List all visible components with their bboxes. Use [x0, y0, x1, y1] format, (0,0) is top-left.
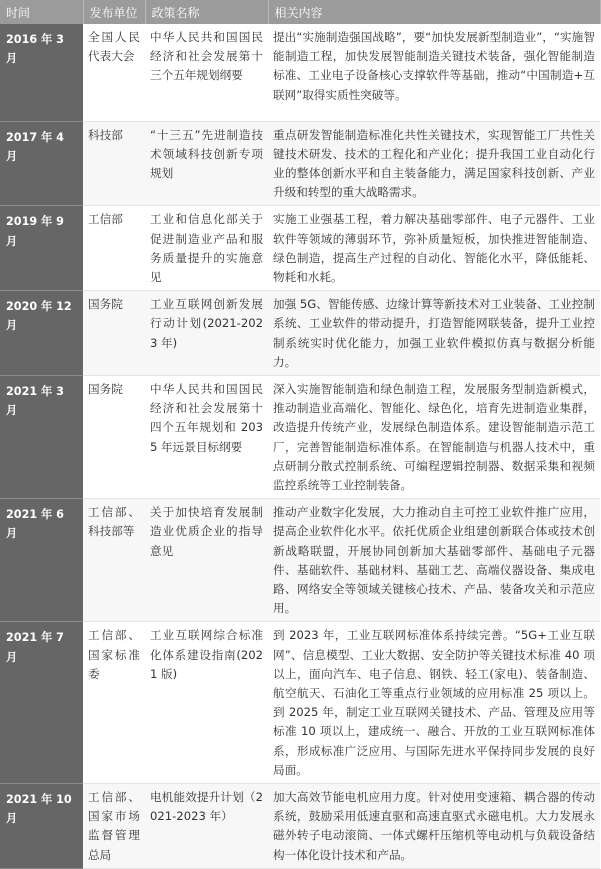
header-row [0, 0, 600, 24]
table-row [0, 499, 600, 622]
row-desc: 深入实施智能制造和绿色制造工程，发展服务型制造新模式，推动制造业高端化、智能化、绿色化，培育先进制造业集群，改造提升传统产业，发展绿色制造体系。建设智能制造示范工厂，完善智能制造标准体系。在智能制造与机器人技术中，重点研制分散式控制系统、可编程逻辑控制器、数据采集和视频监控系统等工业控制装备。 [268, 375, 600, 498]
row-name: 工业互联网创新发展行动计划(2021-2023 年) [145, 291, 268, 376]
row-unit: 工信部、国家市场监督管理总局 [83, 784, 145, 869]
row-unit: 工信部、科技部等 [83, 499, 145, 622]
row-desc: 提出“实施制造强国战略”，要“加快发展新型制造业”，“实施智能制造工程，加快发展智能制造关键技术装备，强化智能制造标准、工业电子设备核心支撑软件等基础，推动“中国制造+互联网”取得实质性突破等。 [268, 24, 600, 121]
row-desc: 加强 5G、智能传感、边缘计算等新技术对工业装备、工业控制系统、工业软件的带动提升，打造智能网联装备，提升工业控制系统实时优化能力，加强工业软件模拟仿真与数据分析能力。 [268, 291, 600, 376]
header-name: 政策名称 [145, 0, 268, 24]
row-date: 2017 年 4 月 [0, 121, 83, 206]
row-unit: 科技部 [83, 121, 145, 206]
header-date: 时间 [0, 0, 83, 24]
row-unit: 工信部、国家标准委 [83, 622, 145, 784]
row-name: 关于加快培育发展制造业优质企业的指导意见 [145, 499, 268, 622]
row-unit: 国务院 [83, 291, 145, 376]
table-row [0, 291, 600, 376]
row-name: 工业和信息化部关于促进制造业产品和服务质量提升的实施意见 [145, 206, 268, 291]
row-date: 2021 年 10 月 [0, 784, 83, 869]
row-desc: 重点研发智能制造标准化共性关键技术，实现智能工厂共性关键技术研发、技术的工程化和产业化；提升我国工业自动化行业的整体创新水平和自主装备能力，满足国家科技创新、产业升级和转型的重大战略需求。 [268, 121, 600, 206]
row-name: “十三五”先进制造技术领域科技创新专项规划 [145, 121, 268, 206]
table-row [0, 24, 600, 121]
row-name: 中华人民共和国国民经济和社会发展第十三个五年规划纲要 [145, 24, 268, 121]
table-body [0, 24, 600, 868]
table-row [0, 206, 600, 291]
row-date: 2021 年 3 月 [0, 375, 83, 498]
row-desc: 推动产业数字化发展，大力推动自主可控工业软件推广应用，提高企业软件化水平。依托优质企业组建创新联合体或技术创新战略联盟，开展协同创新加大基础零部件、基础电子元器件、基础软件、基础材料、基础工艺、高端仪器设备、集成电路、网络安全等领域关键核心技术、产品、装备攻关和示范应用。 [268, 499, 600, 622]
table-row [0, 375, 600, 498]
header-unit: 发布单位 [83, 0, 145, 24]
table-header [0, 0, 600, 24]
row-name: 电机能效提升计划（2021-2023 年） [145, 784, 268, 869]
row-date: 2020 年 12 月 [0, 291, 83, 376]
table-row [0, 784, 600, 869]
header-desc: 相关内容 [268, 0, 600, 24]
row-desc: 实施工业强基工程，着力解决基础零部件、电子元器件、工业软件等领域的薄弱环节，弥补质量短板，加快推进智能制造、绿色制造，提高生产过程的自动化、智能化水平，降低能耗、物耗和水耗。 [268, 206, 600, 291]
row-date: 2019 年 9 月 [0, 206, 83, 291]
row-date: 2016 年 3 月 [0, 24, 83, 121]
row-name: 工业互联网综合标准化体系建设指南(2021 版) [145, 622, 268, 784]
row-date: 2021 年 7 月 [0, 622, 83, 784]
row-date: 2021 年 6 月 [0, 499, 83, 622]
table-row [0, 121, 600, 206]
row-desc: 到 2023 年，工业互联网标准体系持续完善。“5G+工业互联网”、信息模型、工业大数据、安全防护等关键技术标准 40 项以上，面向汽车、电子信息、钢铁、轻工(家电)、装备制造、航空航天、石油化工等重点行业领域的应用标准 25 项以上。到 2025 年，制定工业互联网关键技术、产品、管理及应用等标准 10 项以上，建成统一、融合、开放的工业互联网标准体系，形成标准广泛应用、与国际先进水平保持同步发展的良好局面。 [268, 622, 600, 784]
row-desc: 加大高效节能电机应用力度。针对使用变速箱、耦合器的传动系统，鼓励采用低速直驱和高速直驱式永磁电机。大力发展永磁外转子电动滚筒、一体式螺杆压缩机等电动机与负载设备结构一体化设计技术和产品。 [268, 784, 600, 869]
row-unit: 全国人民代表大会 [83, 24, 145, 121]
row-unit: 工信部 [83, 206, 145, 291]
row-unit: 国务院 [83, 375, 145, 498]
row-name: 中华人民共和国国民经济和社会发展第十四个五年规划和 2035 年远景目标纲要 [145, 375, 268, 498]
table-row [0, 622, 600, 784]
